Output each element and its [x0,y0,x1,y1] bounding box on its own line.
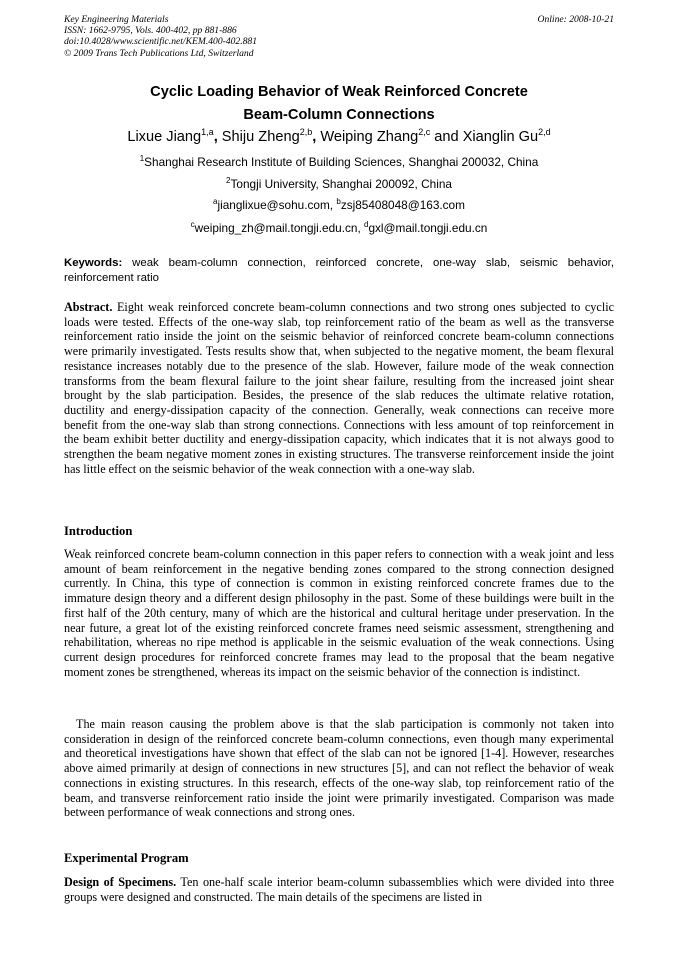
email-address: jianglixue@sohu.com, [217,198,337,212]
journal-name: Key Engineering Materials [64,14,169,25]
author-name: Shiju Zheng [221,129,300,145]
author-separator: , [213,129,222,145]
affiliation-2 [64,177,614,191]
design-subheading: Design of Specimens. [64,875,177,889]
email-address: gxl@mail.tongji.edu.cn [368,221,488,235]
email-address: zsj85408048@163.com [340,198,465,212]
affiliation-marker: 2 [226,176,231,185]
copyright-line: © 2009 Trans Tech Publications Ltd, Switzerland [64,47,254,59]
email-marker: d [364,220,369,229]
author-superscript: 2,b [299,127,313,137]
affiliation-marker: 1 [139,154,145,163]
email-marker: c [190,220,195,229]
experimental-heading: Experimental Program [64,851,189,865]
keywords-label: Keywords: [64,257,123,269]
journal-header [64,14,614,59]
abstract-paragraph [64,300,614,476]
email-address: weiping_zh@mail.tongji.edu.cn, [194,221,365,235]
author-list [64,127,614,147]
online-date: Online: 2008-10-21 [537,14,614,25]
design-text: Ten one-half scale interior beam-column subassemblies which were divided into three groups were designed and constructed. The main details of the specimens are listed in [64,875,614,904]
email-marker: a [213,197,218,206]
affiliation-1 [64,155,614,169]
affiliation-text: Shanghai Research Institute of Building Sciences, Shanghai 200032, China [144,155,539,169]
affiliation-text: Tongji University, Shanghai 200092, China [230,177,452,191]
author-superscript: 2,c [418,127,431,137]
author-separator: , [312,129,321,145]
author-separator: and [430,129,463,145]
paper-title-line-2: Beam-Column Connections [243,107,435,123]
keywords-block [64,256,614,285]
author-name: Lixue Jiang [127,129,202,145]
email-marker: b [336,197,341,206]
design-of-specimens-paragraph [64,875,614,904]
abstract-text: Eight weak reinforced concrete beam-column connections and two strong ones subjected to cyclic loads were tested. Effects of the one-way slab, top reinforcement ratio of the beam as well as the transverse reinforcement ratio inside the joint on the seismic behavior of reinforced concrete beam-column connections were primarily investigated. Tests results show that, when subjected to the negative moment, the beam flexural resistance increases notably due to the presence of the slab. However, failure mode of the weak connection transforms from the beam flexural failure to the joint shear failure, resulting from the increased joint shear brought by the slab participation. Besides, the presence of the slab reduces the ultimate relative rotation, ductility and energy-dissipation capacity of the connection. Generally, weak connections can receive more benefit from the one-way slab than strong connections. Connections with less amount of top reinforcement in the beam exhibit better ductility and energy-dissipation capacity, which indicates that it is not always good to strengthen the beam negative moment zones in existing structures. The transverse reinforcement inside the joint has little effect on the seismic behavior of the weak connection with a one-way slab. [64,300,614,476]
author-superscript: 1,a [201,127,214,137]
introduction-paragraph-1: Weak reinforced concrete beam-column connection in this paper refers to connection with a weak joint and less amount of beam reinforcement in the negative bending zones compared to the strong connection designed currently. In China, this type of connection is common in existing reinforced concrete frames due to the immature design theory and a different design philosophy in the past. Some of these buildings were built in the first half of the 20th century, many of which are the historical and cultural heritage under preservation. In the near future, a great lot of the existing reinforced concrete frames need seismic assessment, strengthening and rehabilitation, whereas no ripe method is applicable in the seismic evaluation of the weak connections. Using current design procedures for reinforced concrete frames may lead to the proposal that the beam negative moment zones be strengthened, whereas its impact on the seismic behavior of the connection is indistinct. [64,547,614,679]
author-name: Xianglin Gu [462,129,539,145]
paper-title-line-1: Cyclic Loading Behavior of Weak Reinforced Concrete [150,84,528,100]
introduction-paragraph-2: The main reason causing the problem above is that the slab participation is commonly not taken into consideration in design of the reinforced concrete beam-column connections, even though many experimental and theoretical investigations have shown that effect of the slab can not be ignored [1-4]. However, researches above aimed primarily at design of connections in new structures [5], and can not reflect the behavior of weak connections in existing structures. In this research, effects of the one-way slab, top reinforcement ratio of the beam, and transverse reinforcement ratio inside the joint were primarily investigated. Comparison was made between performance of weak connections and strong ones. [64,717,614,820]
author-superscript: 2,d [538,127,551,137]
email-line-1 [64,198,614,212]
issn-line: ISSN: 1662-9795, Vols. 400-402, pp 881-886 [64,25,237,37]
author-name: Weiping Zhang [320,129,419,145]
keywords-text: weak beam-column connection, reinforced concrete, one-way slab, seismic behavior, reinforcement ratio [64,257,614,284]
introduction-heading: Introduction [64,524,133,538]
doi-line: doi:10.4028/www.scientific.net/KEM.400-402.881 [64,36,258,48]
abstract-label: Abstract. [64,300,113,314]
email-line-2 [64,221,614,235]
